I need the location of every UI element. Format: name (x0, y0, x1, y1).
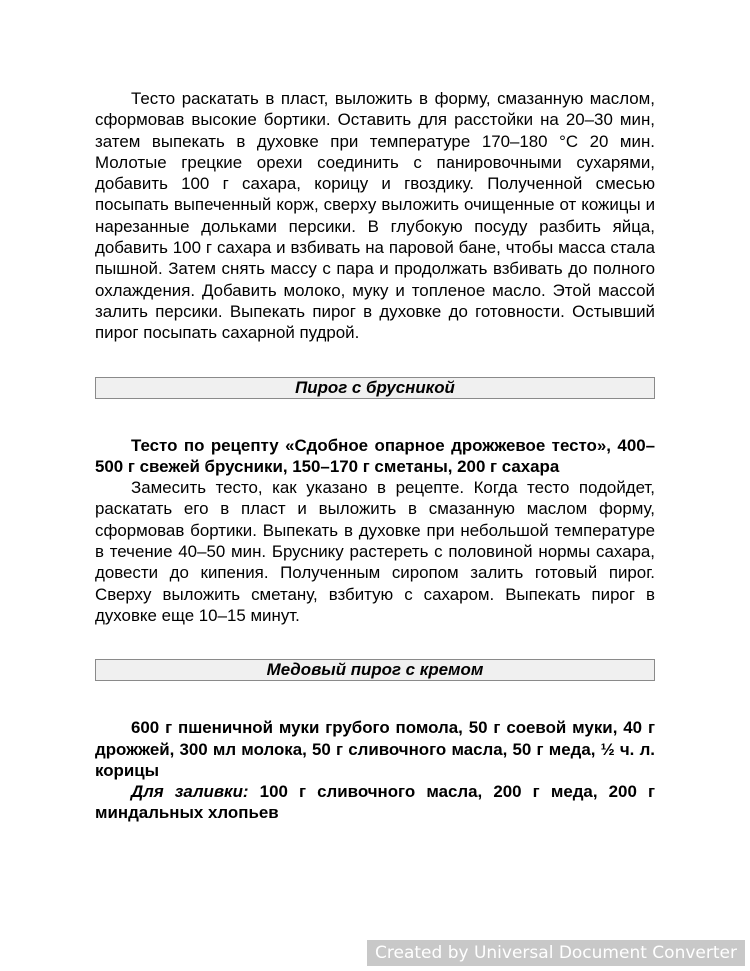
recipe-ingredients-lingonberry-pie: Тесто по рецепту «Сдобное опарное дрожжевое тесто», 400–500 г свежей брусники, 150–170 г сметаны, 200 г сахара (95, 435, 655, 476)
filling-ingredients: 100 г сливочного масла, 200 г меда, 200 г миндальных хлопьев (95, 782, 656, 823)
recipe-body-lingonberry-pie: Замесить тесто, как указано в рецепте. Когда тесто подойдет, раскатать его в пласт и выложить в смазанную маслом форму, сформовав бортики. Выпекать в духовке при небольшой температуре в течение 40–50 мин. Бруснику растереть с половиной нормы сахара, довести до кипения. Полученным сиропом залить готовый пирог. Сверху выложить сметану, взбитую с сахаром. Выпекать пирог в духовке еще 10–15 минут. (95, 478, 655, 625)
converter-watermark: Created by Universal Document Converter (367, 940, 745, 966)
recipe-filling-honey-pie (95, 781, 655, 824)
recipe-ingredients-honey-pie: 600 г пшеничной муки грубого помола, 50 г соевой муки, 40 г дрожжей, 300 мл молока, 50 г сливочного масла, 50 г меда, ½ ч. л. корицы (95, 718, 655, 780)
recipe-body-peach-pie: Тесто раскатать в пласт, выложить в форму, смазанную маслом, сформовав высокие бортики. Оставить для расстойки на 20–30 мин, затем выпекать в духовке при температуре 170–180 °С 20 мин. Молотые грецкие орехи соединить с панировочными сухарями, добавить 100 г сахара, корицу и гвоздику. Полученной смесью посыпать выпеченный корж, сверху выложить очищенные от кожицы и нарезанные дольками персики. В глубокую посуду разбить яйца, добавить 100 г сахара и взбивать на паровой бане, чтобы масса стала пышной. Затем снять массу с пара и продолжать взбивать до полного охлаждения. Добавить молоко, муку и топленое масло. Этой массой залить персики. Выпекать пирог в духовке до готовности. Остывший пирог посыпать сахарной пудрой. (95, 89, 655, 343)
document-page (95, 88, 655, 824)
spacer (95, 681, 655, 717)
recipe-title-lingonberry-pie: Пирог с брусникой (95, 377, 655, 399)
spacer (95, 399, 655, 435)
recipe-title-honey-pie: Медовый пирог с кремом (95, 659, 655, 681)
spacer (95, 344, 655, 377)
filling-label: Для заливки: (131, 782, 249, 802)
spacer (95, 626, 655, 659)
